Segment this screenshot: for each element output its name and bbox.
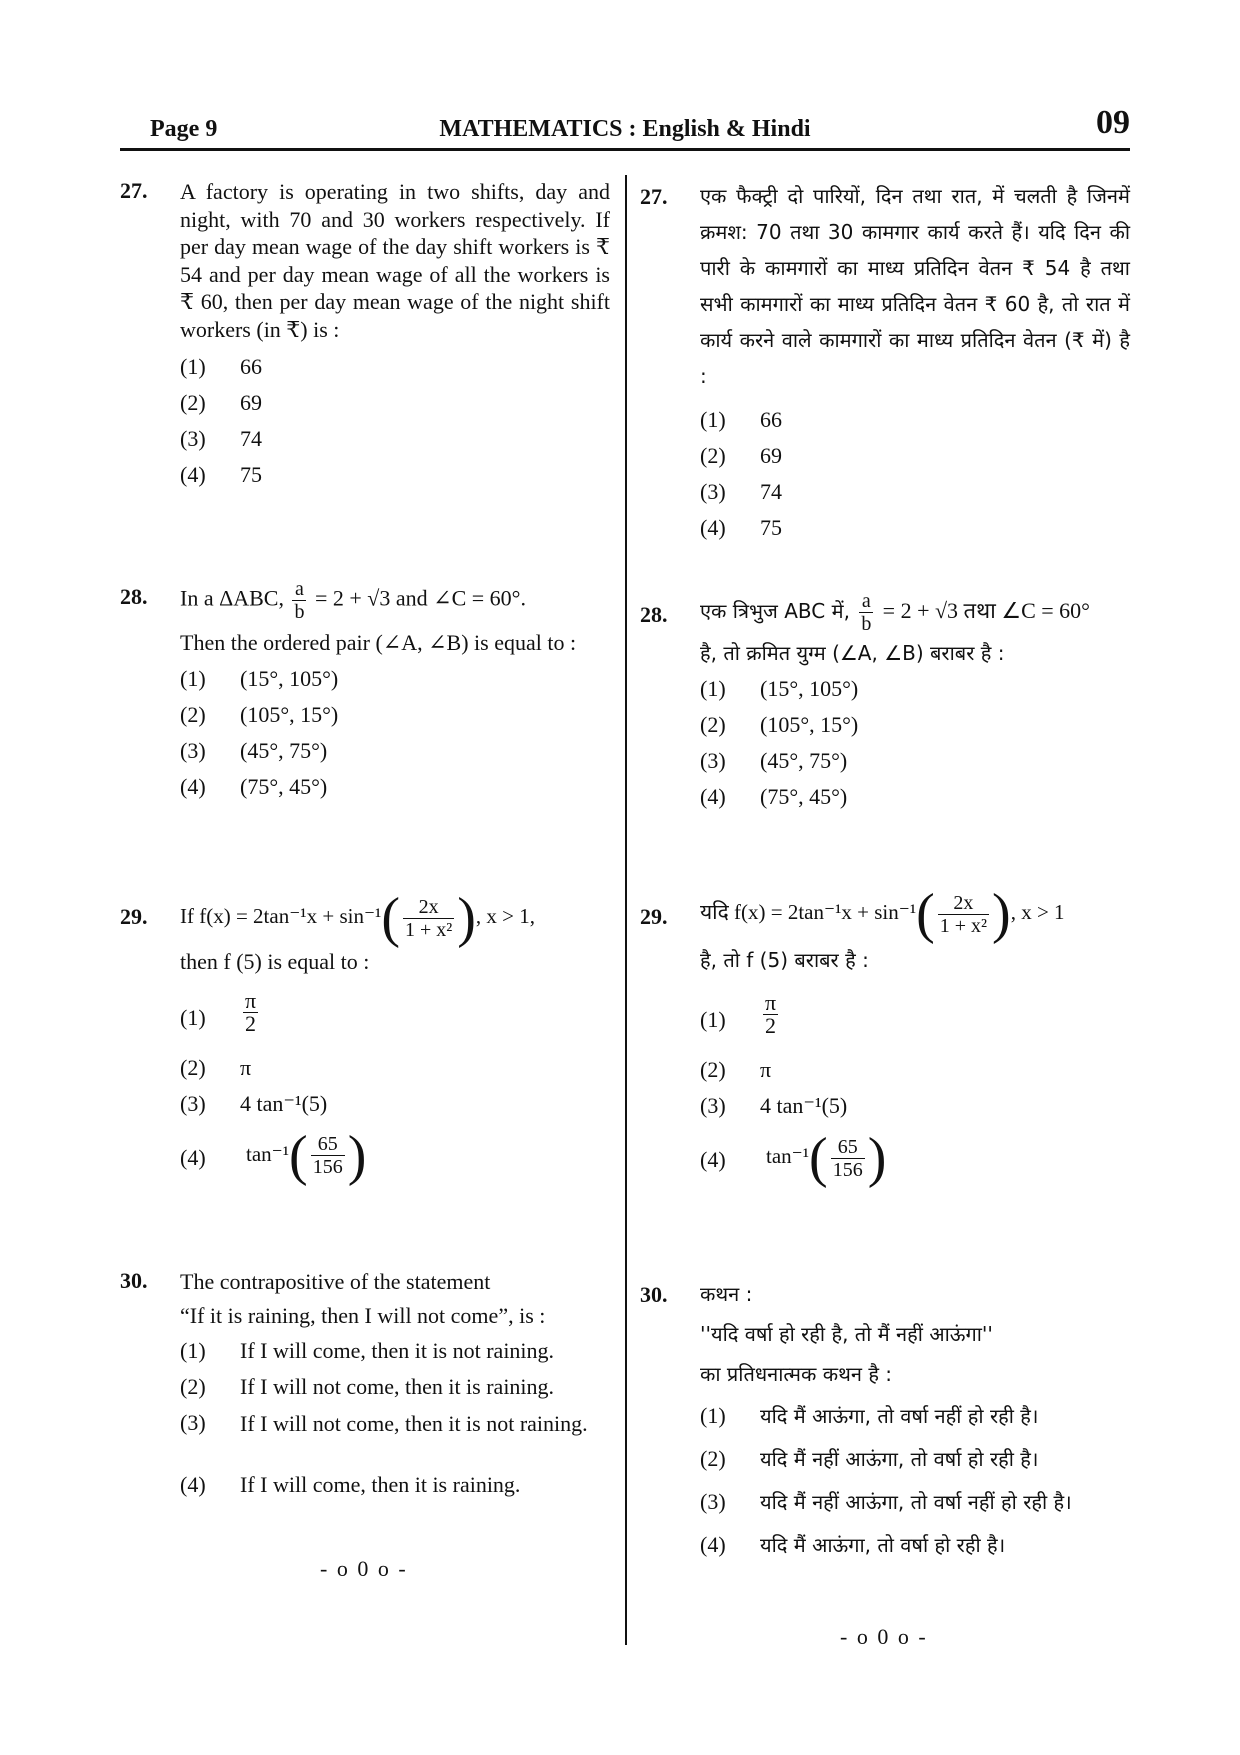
option-3: (3) 74 bbox=[700, 479, 782, 504]
option-2: (2) 69 bbox=[180, 390, 262, 415]
fraction: $\frac{2x}{\text{1 + x²}}$ bbox=[939, 891, 988, 937]
option-3: (3) 4 tan⁻¹(5) bbox=[700, 1093, 848, 1118]
option-2: (2) If I will not come, then it is raining. bbox=[180, 1374, 555, 1399]
option-4: (4) tan⁻¹( $\frac{65}{156}$ ) bbox=[700, 1127, 887, 1189]
question-text: Then the ordered pair (∠A, ∠B) is equal to : bbox=[180, 630, 577, 655]
option-3: (3) 4 tan⁻¹(5) bbox=[180, 1090, 328, 1116]
option-3: (3) यदि मैं नहीं आऊंगा, तो वर्षा नहीं हो रही है। bbox=[700, 1489, 1072, 1514]
option-4: (4) यदि मैं आऊंगा, तो वर्षा हो रही है। bbox=[700, 1532, 1006, 1557]
option-3: (3) (45°, 75°) bbox=[180, 737, 328, 763]
option-1: (1) 66 bbox=[180, 354, 262, 379]
option-1: (1) $\frac{\pi}{2}$ bbox=[180, 987, 257, 1036]
option-3: (3) If I will not come, then it is not raining. bbox=[180, 1410, 588, 1436]
option-2: (2) (105°, 15°) bbox=[700, 712, 859, 737]
fraction: $\frac{2x}{\text{1 + x²}}$ bbox=[404, 895, 453, 941]
question-number: 28. bbox=[640, 602, 668, 627]
option-4: (4) If I will come, then it is raining. bbox=[180, 1472, 521, 1497]
option-1: (1) (15°, 105°) bbox=[180, 665, 339, 691]
option-1: (1) If I will come, then it is not raining. bbox=[180, 1338, 555, 1363]
section-end-mark: - o 0 o - bbox=[320, 1556, 408, 1581]
option-1: (1) 66 bbox=[700, 407, 782, 432]
page-title: MATHEMATICS : English & Hindi bbox=[439, 116, 811, 142]
fraction: $\frac{a}{b}$ bbox=[294, 578, 305, 623]
question-stem: If f(x) = 2tan⁻¹x + sin⁻¹( $\frac{2x}{\text{1 + x²}}$ ), x > 1, bbox=[180, 887, 536, 949]
option-2: (2) π bbox=[180, 1054, 252, 1080]
question-stem: एक त्रिभुज ABC में, $\frac{a}{b}$ = 2 + √3 तथा ∠C = 60° bbox=[700, 590, 1090, 635]
question-stem: In a ΔABC, $\frac{a}{b}$ = 2 + √3 and ∠C = 60°. bbox=[180, 578, 526, 623]
option-4: (4) 75 bbox=[180, 462, 262, 487]
question-number: 30. bbox=[640, 1282, 668, 1307]
question-quote: ''यदि वर्षा हो रही है, तो मैं नहीं आऊंगा'' bbox=[700, 1322, 993, 1346]
question-text: है, तो f (5) बराबर है : bbox=[700, 948, 869, 972]
option-2: (2) यदि मैं नहीं आऊंगा, तो वर्षा हो रही है। bbox=[700, 1446, 1039, 1471]
option-3: (3) (45°, 75°) bbox=[700, 748, 848, 773]
option-3: (3) 74 bbox=[180, 426, 262, 451]
column-divider bbox=[625, 175, 627, 1645]
section-end-mark: - o 0 o - bbox=[840, 1624, 928, 1649]
question-number: 28. bbox=[120, 584, 148, 609]
page-header bbox=[120, 104, 1130, 151]
question-text: है, तो क्रमित युग्म (∠A, ∠B) बराबर है : bbox=[700, 641, 1005, 665]
option-4: (4) (75°, 45°) bbox=[700, 784, 848, 809]
question-number: 27. bbox=[640, 184, 668, 209]
option-4: (4) (75°, 45°) bbox=[180, 773, 328, 799]
question-number: 29. bbox=[120, 904, 148, 929]
question-text: then f (5) is equal to : bbox=[180, 949, 370, 974]
question-quote: “If it is raining, then I will not come”, is : bbox=[180, 1302, 546, 1328]
option-1: (1) यदि मैं आऊंगा, तो वर्षा नहीं हो रही है। bbox=[700, 1403, 1039, 1428]
page-number: 09 bbox=[1096, 104, 1130, 141]
question-text: The contrapositive of the statement bbox=[180, 1269, 491, 1294]
question-stem: यदि f(x) = 2tan⁻¹x + sin⁻¹( $\frac{2x}{\text{1 + x²}}$ ), x > 1 bbox=[700, 883, 1065, 945]
question-text: एक फैक्ट्री दो पारियों, दिन तथा रात, में चलती है जिनमें क्रमश: 70 तथा 30 कामगार कार्य करते हैं। यदि दिन की पारी के कामगारों का माध्य प्रतिदिन वेतन ₹ 54 है तथा सभी कामगारों का माध्य प्रतिदिन वेतन ₹ 60 है, तो रात में कार्य करने वाले कामगारों का माध्य प्रतिदिन वेतन (₹ में) है : bbox=[700, 184, 1130, 388]
option-1: (1) $\frac{\pi}{2}$ bbox=[700, 990, 777, 1038]
option-2: (2) 69 bbox=[700, 443, 782, 468]
option-4: (4) tan⁻¹( $\frac{65}{156}$ ) bbox=[180, 1124, 367, 1187]
question-text-2: का प्रतिधनात्मक कथन है : bbox=[700, 1362, 893, 1386]
page-label: Page 9 bbox=[150, 116, 218, 142]
option-2: (2) (105°, 15°) bbox=[180, 701, 339, 727]
question-number: 27. bbox=[120, 178, 148, 203]
option-1: (1) (15°, 105°) bbox=[700, 676, 859, 701]
question-number: 30. bbox=[120, 1268, 148, 1293]
option-2: (2) π bbox=[700, 1057, 772, 1082]
question-text: कथन : bbox=[700, 1282, 753, 1306]
option-4: (4) 75 bbox=[700, 515, 782, 540]
fraction: $\frac{a}{b}$ bbox=[861, 590, 872, 635]
question-number: 29. bbox=[640, 904, 668, 929]
question-text: A factory is operating in two shifts, day and night, with 70 and 30 workers respectively. If per day mean wage of the day shift workers is ₹ 54 and per day mean wage of all the workers is ₹ 60, then per day mean wage of the night shift workers (in ₹) is : bbox=[180, 179, 610, 342]
